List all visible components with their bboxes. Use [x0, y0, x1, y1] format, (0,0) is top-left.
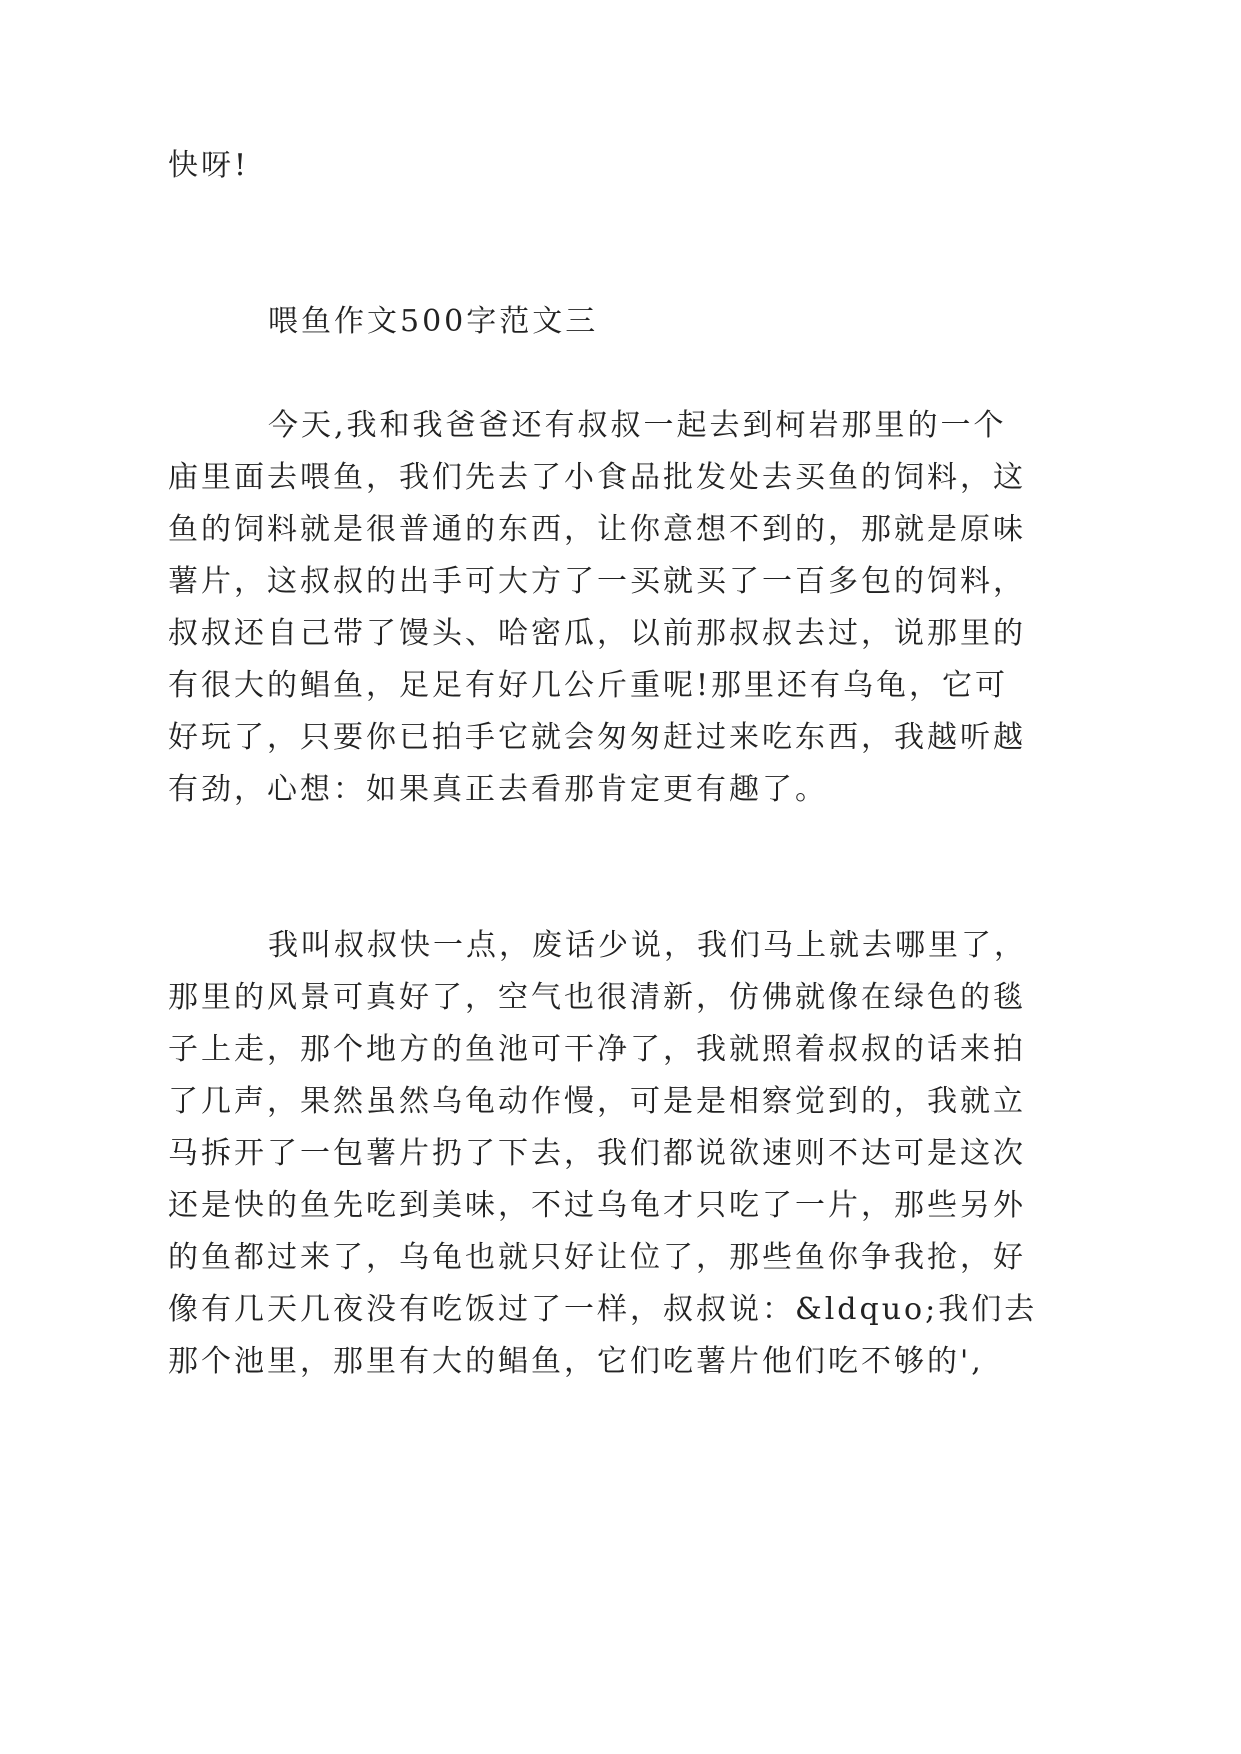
paragraph-2-line: 子上走，那个地方的鱼池可干净了，我就照着叔叔的话来拍	[168, 1032, 1026, 1067]
paragraph-2-line: 我叫叔叔快一点，废话少说，我们马上就去哪里了，	[268, 928, 1027, 963]
paragraph-1-line: 有劲，心想：如果真正去看那肯定更有趣了。	[168, 772, 828, 807]
paragraph-2-line: 那个池里，那里有大的鲳鱼，它们吃薯片他们吃不够的',	[168, 1344, 984, 1379]
paragraph-2-line: 像有几天几夜没有吃饭过了一样，叔叔说：&ldquo;我们去	[168, 1292, 1038, 1327]
paragraph-1-line: 好玩了，只要你已拍手它就会匆匆赶过来吃东西，我越听越	[168, 720, 1026, 755]
paragraph-1-line: 叔叔还自己带了馒头、哈密瓜，以前那叔叔去过，说那里的	[168, 616, 1026, 651]
paragraph-1-line: 薯片，这叔叔的出手可大方了一买就买了一百多包的饲料，	[168, 564, 1026, 599]
paragraph-2-line: 还是快的鱼先吃到美味，不过乌龟才只吃了一片，那些另外	[168, 1188, 1026, 1223]
paragraph-2-line: 马拆开了一包薯片扔了下去，我们都说欲速则不达可是这次	[168, 1136, 1026, 1171]
paragraph-2-line: 那里的风景可真好了，空气也很清新，仿佛就像在绿色的毯	[168, 980, 1026, 1015]
paragraph-1-line: 有很大的鲳鱼，足足有好几公斤重呢!那里还有乌龟，它可	[168, 668, 1009, 703]
paragraph-2-line: 的鱼都过来了，乌龟也就只好让位了，那些鱼你争我抢，好	[168, 1240, 1026, 1275]
paragraph-1-line: 鱼的饲料就是很普通的东西，让你意想不到的，那就是原味	[168, 512, 1026, 547]
text-line: 快呀!	[168, 148, 250, 183]
paragraph-2-line: 了几声，果然虽然乌龟动作慢，可是是相察觉到的，我就立	[168, 1084, 1026, 1119]
paragraph-1-line: 今天,我和我爸爸还有叔叔一起去到柯岩那里的一个	[268, 408, 1007, 443]
section-heading: 喂鱼作文500字范文三	[268, 304, 599, 339]
paragraph-1-line: 庙里面去喂鱼，我们先去了小食品批发处去买鱼的饲料，这	[168, 460, 1026, 495]
